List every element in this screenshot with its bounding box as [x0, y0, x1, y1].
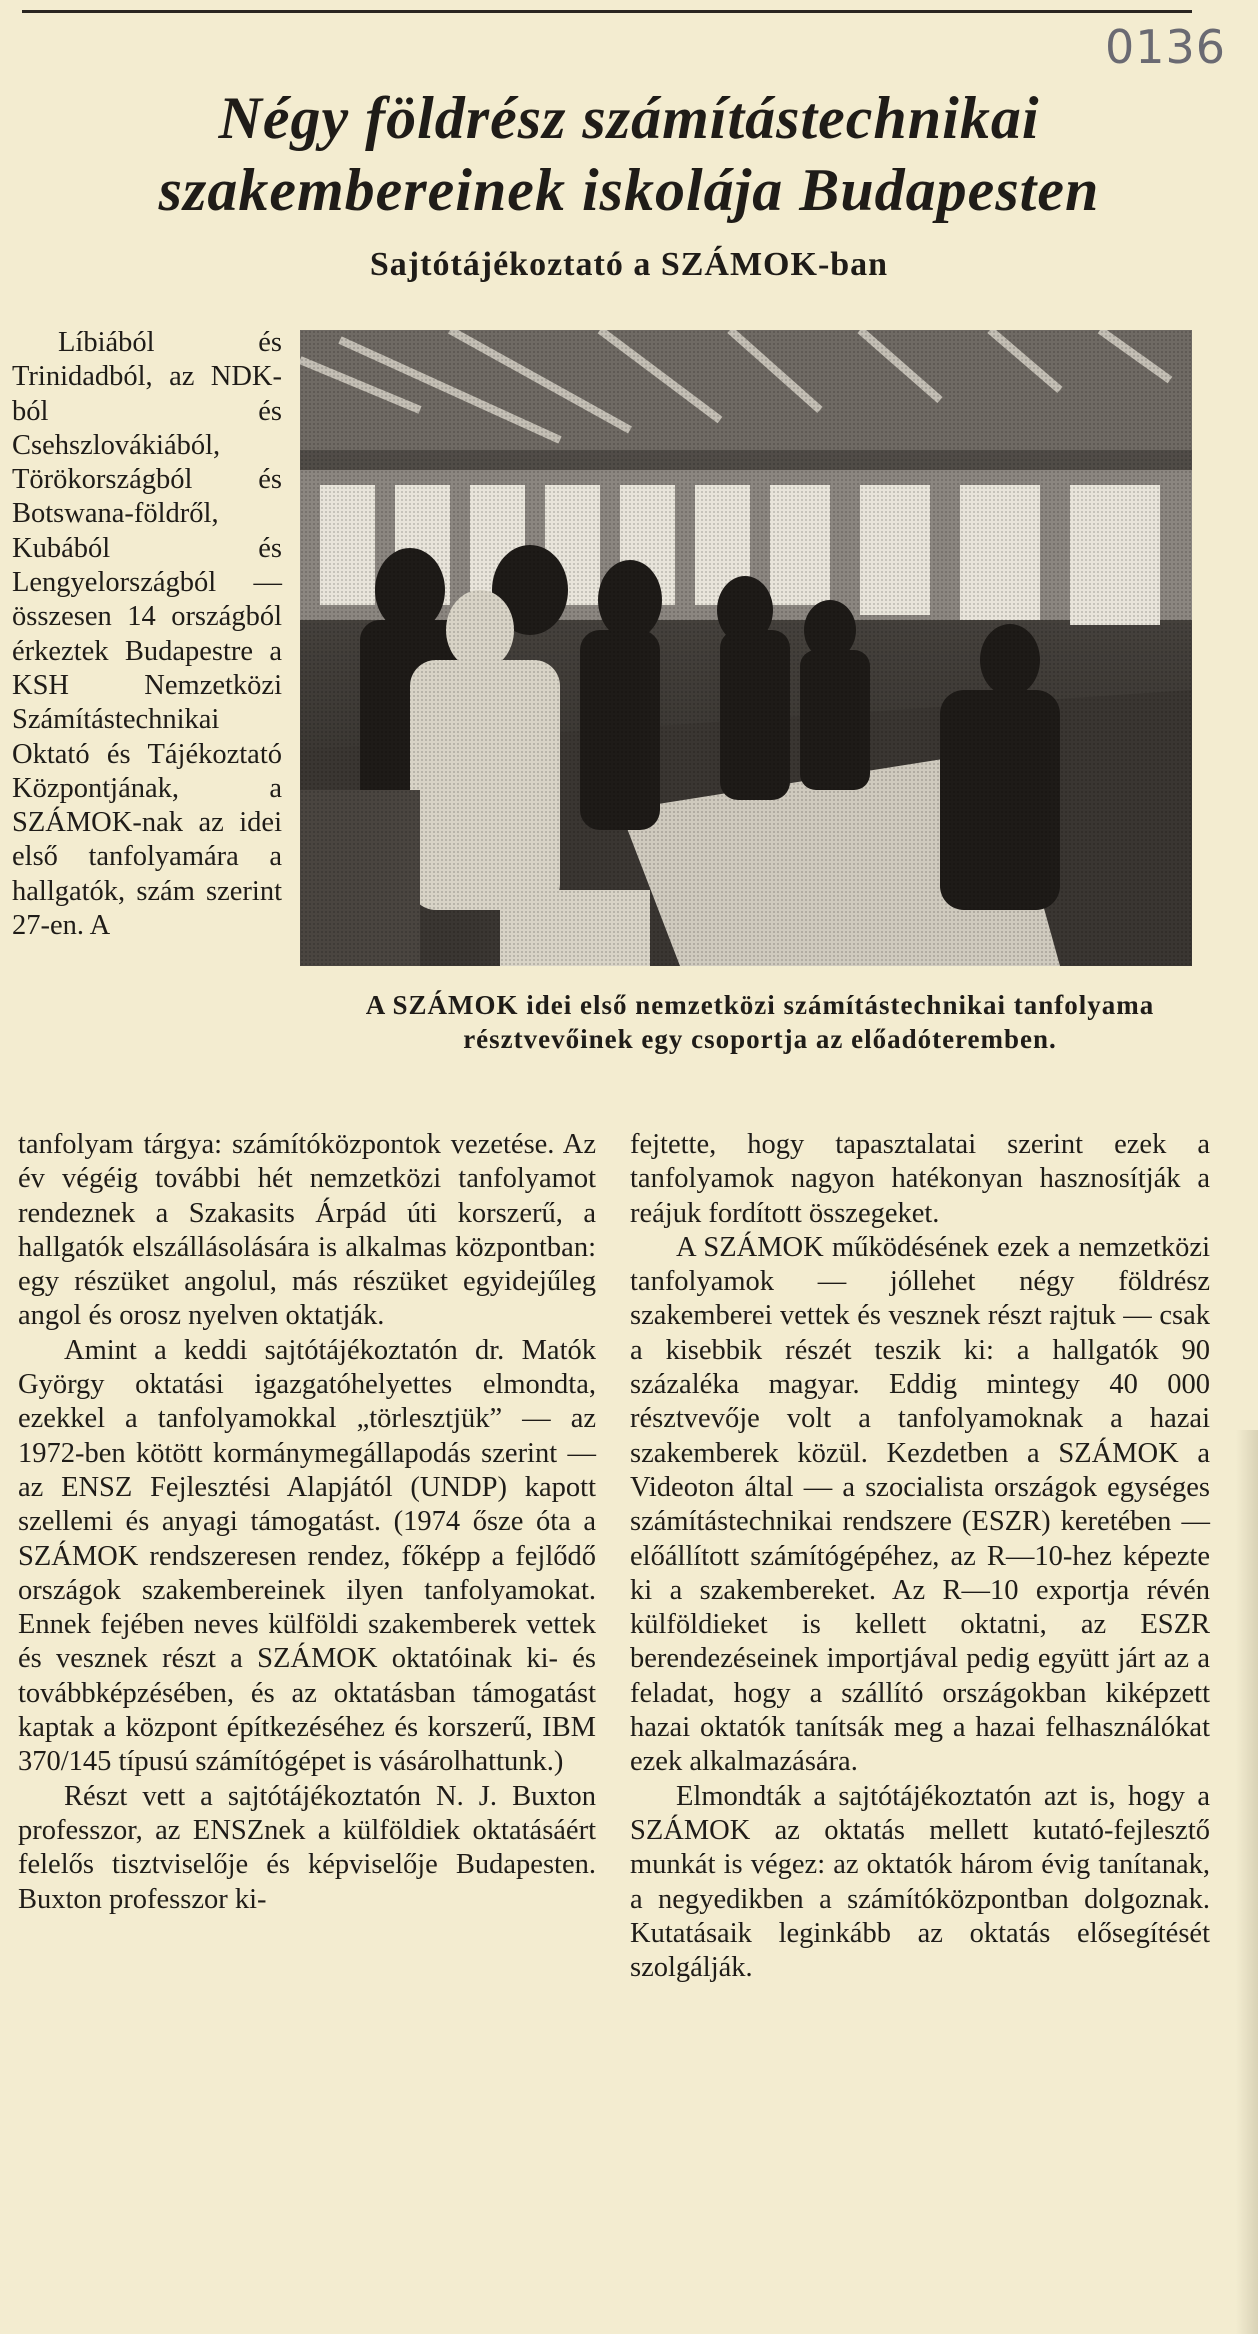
article-column-right [630, 1128, 1210, 1985]
article-paragraph: Líbiából és Trinidadból, az NDK-ból és Csehszlovákiából, Törökországból és Botswana-földről, Kubából és Lengyelországból — összesen 14 országból érkeztek Budapestre a KSH Nemzetközi Számítástechnikai Oktató és Tájékoztató Központjának, a SZÁMOK-nak az idei első tanfolyamára a hallgatók, szám szerint 27-en. A [12, 327, 282, 942]
article-paragraph: fejtette, hogy tapasztalatai szerint ezek a tanfolyamok nagyon hatékonyan hasznosítják a reájuk fordított összegeket. [630, 1129, 1210, 1229]
article-paragraph: tanfolyam tárgya: számítóközpontok vezetése. Az év végéig további hét nemzetközi tanfolyamot rendeznek a Szakasits Árpád úti korszerű, a hallgatók elszállásolására is alkalmas központban: egy részüket angolul, más részüket egyidejűleg angol és orosz nyelven oktatják. [18, 1129, 596, 1332]
classroom-photo [300, 330, 1192, 966]
top-rule [22, 10, 1192, 13]
article-column-intro [12, 326, 282, 943]
handwritten-number: 0136 [1105, 20, 1227, 74]
article-paragraph: Amint a keddi sajtótájékoztatón dr. Matók György oktatási igazgatóhelyettes elmondta, ezekkel a tanfolyamokkal „törlesztjük” — az 1972-ben kötött kormánymegállapodás szerint — az ENSZ Fejlesztési Alapjától (UNDP) kapott szellemi és anyagi támogatást. (1974 ősze óta a SZÁMOK rendszeresen rendez, főképp a fejlődő országok szakembereinek ilyen tanfolyamokat. Ennek fejében neves külföldi szakemberek vettek és vesznek részt a SZÁMOK oktatóinak ki- és továbbképzésében, és az oktatásban támogatást kaptak a központ építkezéséhez és korszerű, IBM 370/145 típusú számítógépet is vásárolhattunk.) [18, 1334, 596, 1778]
photo-caption: A SZÁMOK idei első nemzetközi számítástechnikai tanfolyama résztvevőinek egy csoportja az előadóteremben. [365, 990, 1155, 1054]
article-column-left [18, 1128, 596, 1917]
article-paragraph: A SZÁMOK működésének ezek a nemzetközi tanfolyamok — jóllehet négy földrész szakemberei vettek és vesznek részt rajtuk — csak a kisebbik részét teszik ki: a hallgatók 90 százaléka magyar. Eddig mintegy 40 000 résztvevője volt a tanfolyamoknak a hazai szakemberek közül. Kezdetben a SZÁMOK a Videoton által — a szocialista országok egységes számítástechnikai rendszere (ESZR) keretében — előállított számítógépéhez, az R—10-hez képezte ki a szakembereket. Az R—10 exportja révén külföldieket is kellett oktatni, az ESZR berendezéseinek importjával pedig együtt járt az a feladat, hogy a szállító országokban kiképzett hazai oktatók tanítsák meg a hazai felhasználókat ezek alkalmazására. [630, 1231, 1210, 1778]
article-paragraph: Részt vett a sajtótájékoztatón N. J. Buxton professzor, az ENSZnek a külföldiek oktatásáért felelős tisztviselője és képviselője Budapesten. Buxton professzor ki- [18, 1780, 596, 1915]
torn-edge [1236, 1430, 1258, 2334]
headline-line-2: szakembereinek iskolája Budapesten [158, 157, 1100, 223]
subtitle: Sajtótájékoztató a SZÁMOK-ban [369, 246, 889, 283]
headline [0, 82, 1258, 226]
article-paragraph: Elmondták a sajtótájékoztatón azt is, hogy a SZÁMOK az oktatás mellett kutató-fejlesztő munkát is végez: az oktatók három évig tanítanak, a negyedikben a számítóközpontban dolgoznak. Kutatásaik leginkább az oktatás elősegítését szolgálják. [630, 1780, 1210, 1984]
headline-line-1: Négy földrész számítástechnikai [218, 85, 1040, 151]
